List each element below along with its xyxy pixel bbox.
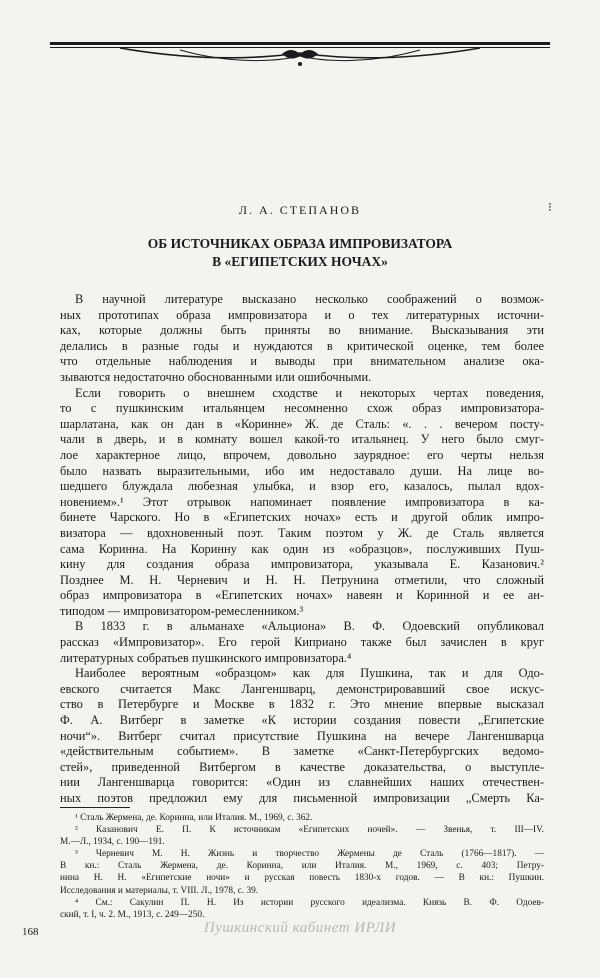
footnotes bbox=[60, 812, 544, 921]
text-line: нии Лангеншварца говорится: «Один из славнейших наших отечествен- bbox=[60, 775, 544, 790]
text-line: Если говорить о внешнем сходстве и некоторых чертах поведения, bbox=[75, 385, 544, 400]
article-title bbox=[0, 235, 600, 271]
text-line: стей», приведенной Витбергом в качестве доказательства, о выступле- bbox=[60, 759, 544, 774]
text-line: то с пушкинским итальянцем несомненно схож образ импровизатора- bbox=[60, 401, 544, 416]
text-line: лое характерное лицо, впрочем, довольно заурядное: его черты нельзя bbox=[60, 447, 544, 462]
text-line: новением».¹ Этот отрывок напоминает появление импровизатора в ка- bbox=[60, 494, 544, 509]
footnote-line: М.—Л., 1934, с. 190—191. bbox=[60, 837, 165, 848]
text-line: шедшего блуждала любезная улыбка, и взор его, казалось, пылал вдох- bbox=[60, 479, 544, 494]
text-line: ство в Петербурге и Москве в 1832 г. Это мнение впервые высказал bbox=[60, 697, 544, 712]
text-line: визатора — вдохновенный поэт. Таким поэтом у Ж. де Сталь является bbox=[60, 525, 544, 540]
footnote-line: ⁴ См.: Сакулин П. Н. Из истории русского идеализма. Князь В. Ф. Одоев- bbox=[75, 897, 544, 908]
text-line: делались в разные годы и нуждаются в критической оценке, тем более bbox=[60, 338, 544, 353]
text-line: ных поэтов предложил ему для письменной импровизации „Смерть Ка- bbox=[60, 791, 544, 805]
margin-mark: ⁝ bbox=[548, 200, 552, 214]
text-line: ночи“». Витберг считал присутствие Пушкина на вечере Лангеншварца bbox=[60, 728, 544, 743]
text-line: ках, которые должны быть приняты во внимание. Высказывания эти bbox=[60, 323, 544, 338]
text-line: литературных собратьев пушкинского импровизатора.⁴ bbox=[60, 650, 352, 665]
ornamental-header-rule bbox=[50, 40, 550, 68]
text-line: образ импровизатора в «Египетских ночах» навеян и Коринной и ее ан- bbox=[60, 588, 544, 603]
text-line: сама Коринна. На Коринну как один из «образцов», послуживших Пуш- bbox=[60, 541, 544, 556]
text-line: В научной литературе высказано несколько соображений о возмож- bbox=[75, 292, 544, 306]
footnote-line: Исследования и материалы, т. VIII. Л., 1978, с. 39. bbox=[60, 885, 259, 896]
footnote-line: нина Н. Н. «Египетские ночи» и русская повесть 1830-х годов. — В кн.: Пушкин. bbox=[60, 873, 544, 884]
text-line: что отдельные наблюдения и выводы при внимательном анализе ока- bbox=[60, 354, 544, 369]
author-name: Л. А. СТЕПАНОВ bbox=[238, 203, 362, 217]
text-line: ных прототипах образа импровизатора и о тех литературных источни- bbox=[60, 307, 544, 322]
text-line: шарлатана, как он дан в «Коринне» Ж. де Сталь: «. . . вечером посту- bbox=[60, 416, 544, 431]
text-line: бинете Чарского. Но в «Египетских ночах» есть и другой облик импро- bbox=[60, 510, 544, 525]
page-number: 168 bbox=[22, 926, 39, 938]
footnote-line: ³ Черневич М. Н. Жизнь и творчество Жермены де Сталь (1766—1817). — bbox=[75, 849, 544, 860]
footnote-line: ¹ Сталь Жермена, де. Коринна, или Италия. М., 1969, с. 362. bbox=[75, 813, 313, 823]
title-line: В «ЕГИПЕТСКИХ НОЧАХ» bbox=[212, 254, 388, 269]
footnote-line: В кн.: Сталь Жермена, де. Коринна, или Италия. М., 1969, с. 403; Петру- bbox=[60, 861, 544, 872]
text-line: рассказ «Импровизатор». Его герой Киприано также был зачислен в круг bbox=[60, 635, 544, 650]
text-line: евского считается Макс Лангеншварц, демонстрировавший свое искус- bbox=[60, 681, 544, 696]
article-body bbox=[60, 292, 544, 807]
text-line: «действительным событием». В заметке «Санкт-Петербургских ведомо- bbox=[60, 744, 544, 759]
text-line: было назвать выразительными, ибо им недоставало души. На лице во- bbox=[60, 463, 544, 478]
text-line: зываются недостаточно обоснованными или ошибочными. bbox=[60, 369, 372, 384]
footnote-line: ² Казанович Е. П. К источникам «Египетских ночей». — Звенья, т. III—IV. bbox=[75, 825, 544, 836]
text-line: кину для создания образа импровизатора, указывала Е. Казанович.² bbox=[60, 557, 544, 572]
text-line: типодом — импровизатором-ремесленником.³ bbox=[60, 603, 304, 618]
footnote-line: ский, т. I, ч. 2. М., 1913, с. 249—250. bbox=[60, 909, 205, 920]
text-line: чали в дверь, и в комнату вошел какой-то итальянец. У него было смуг- bbox=[60, 432, 544, 447]
text-line: В 1833 г. в альманахе «Альциона» В. Ф. Одоевский опубликовал bbox=[75, 619, 544, 634]
title-line: ОБ ИСТОЧНИКАХ ОБРАЗА ИМПРОВИЗАТОРА bbox=[147, 236, 453, 251]
text-line: Ф. А. Витберг в заметке «К истории создания повести „Египетские bbox=[60, 713, 544, 728]
library-watermark: Пушкинский кабинет ИРЛИ bbox=[203, 920, 397, 936]
footnote-separator bbox=[60, 807, 130, 808]
text-line: Позднее М. Н. Черневич и Н. Н. Петрунина отметили, что сложный bbox=[60, 572, 544, 587]
text-line: Наиболее вероятным «образцом» как для Пушкина, так и для Одо- bbox=[75, 666, 544, 681]
